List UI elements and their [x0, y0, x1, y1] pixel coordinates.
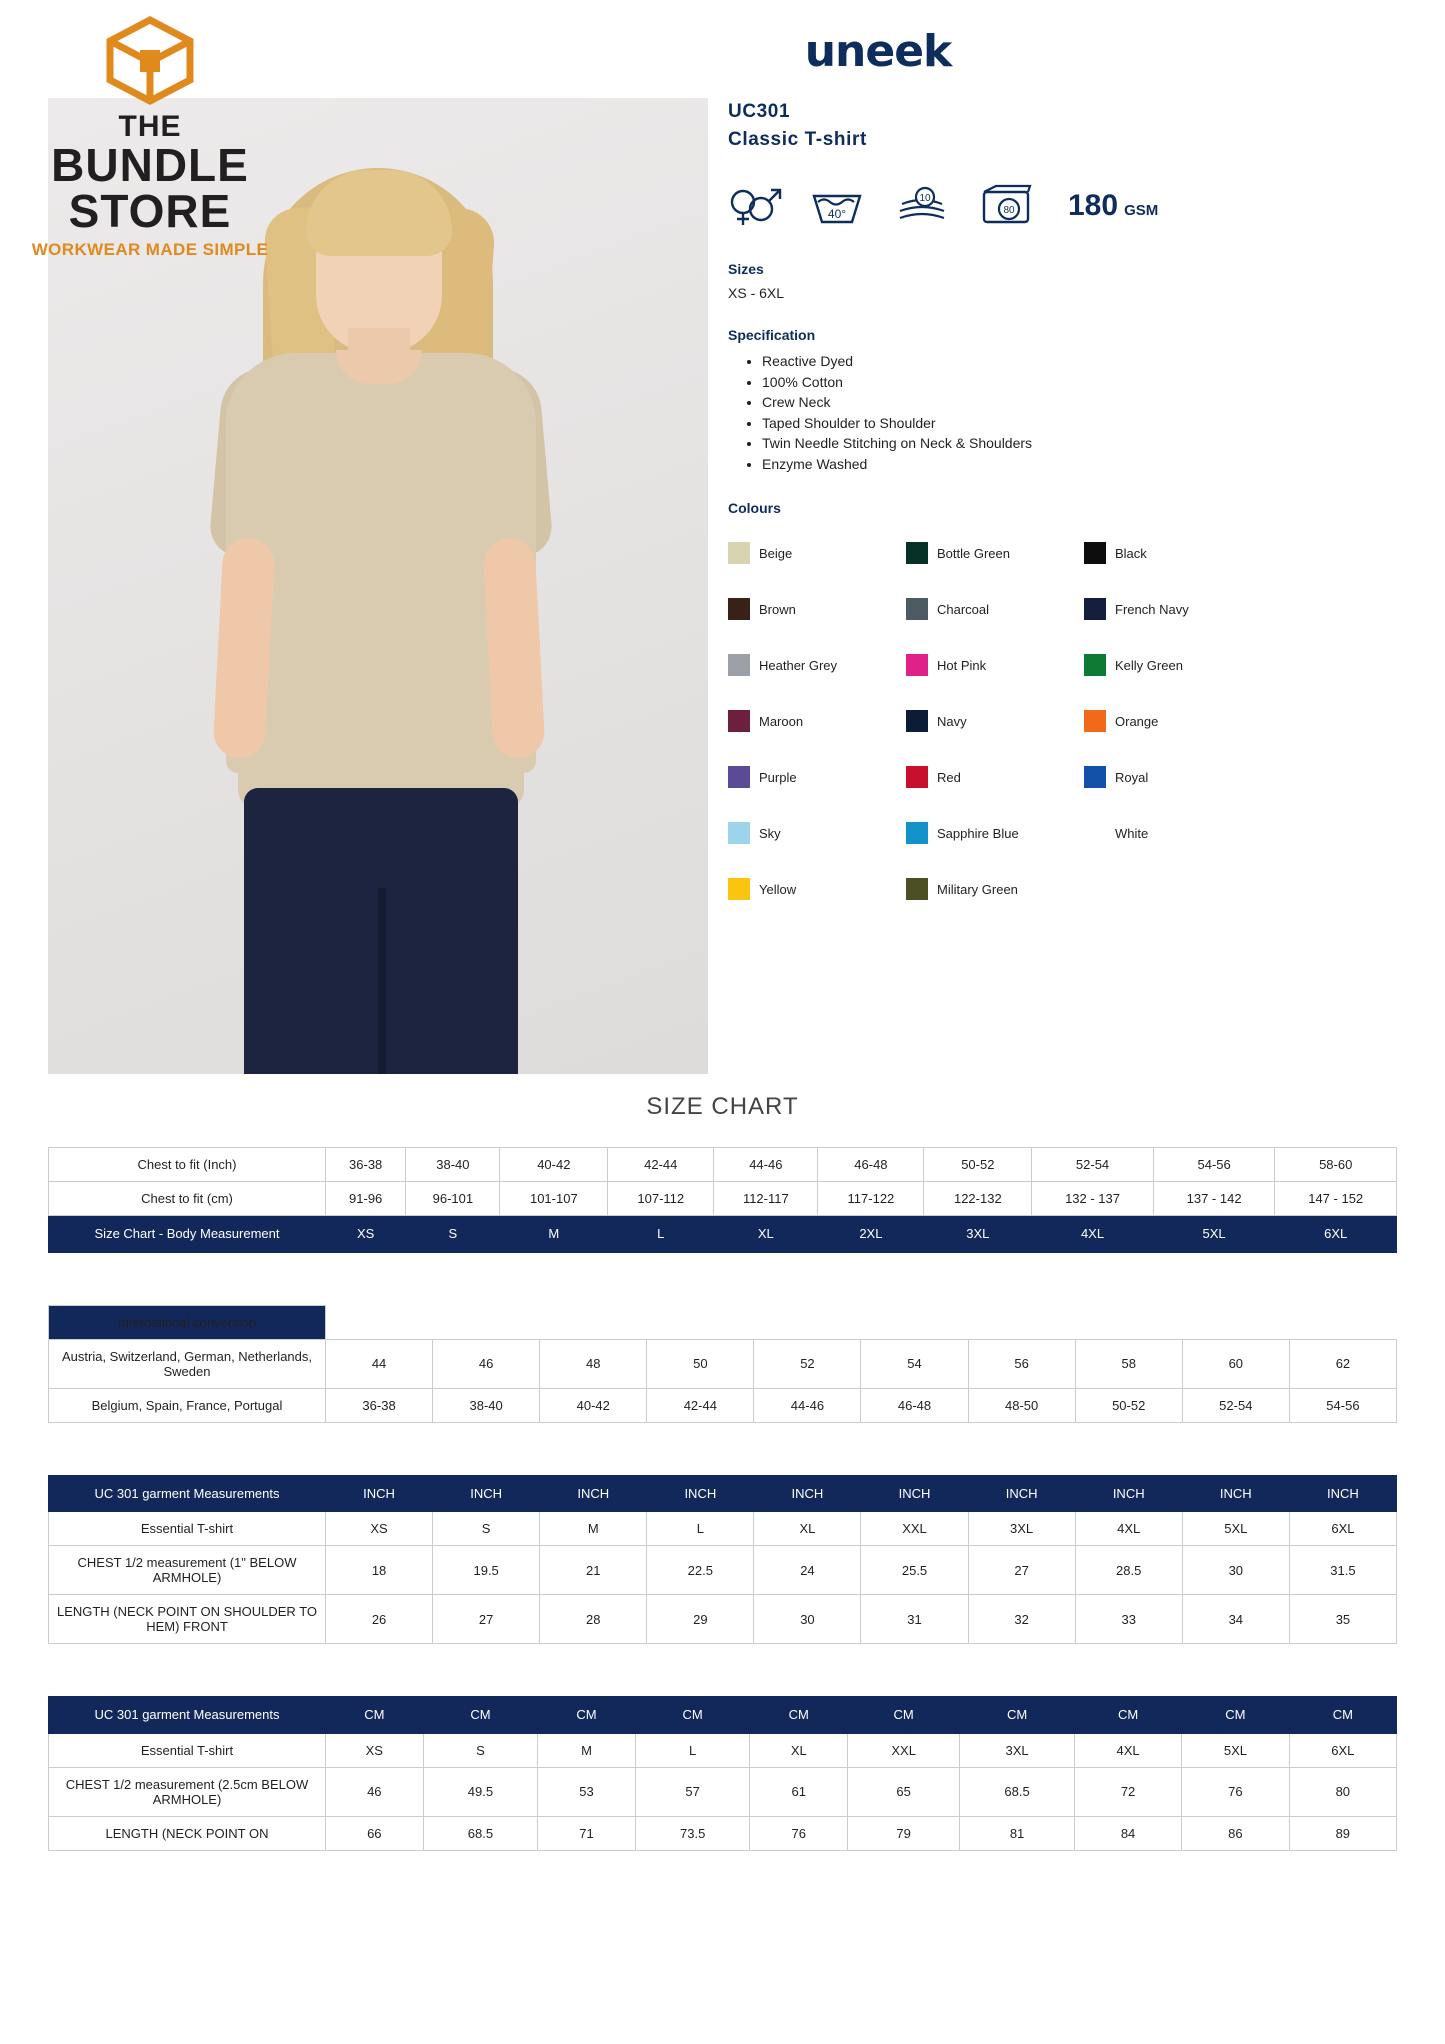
- colour-label: Sapphire Blue: [937, 825, 1019, 841]
- list-item: • Enzyme Washed: [762, 454, 1408, 475]
- colours-heading: Colours: [728, 500, 781, 517]
- row-label: Chest to fit (cm): [49, 1182, 326, 1216]
- cell: 137 - 142: [1153, 1182, 1275, 1216]
- cell: S: [433, 1512, 540, 1546]
- cell: 4XL: [1075, 1512, 1182, 1546]
- colour-label: Brown: [759, 601, 796, 617]
- care-icon-row: [728, 177, 1408, 235]
- cell: 62: [1289, 1339, 1396, 1388]
- cell: 19.5: [433, 1546, 540, 1595]
- cell: INCH: [1289, 1475, 1396, 1512]
- cell: CM: [538, 1697, 636, 1734]
- cell: XS: [326, 1216, 406, 1253]
- cell: 28: [540, 1595, 647, 1644]
- garment-cm-heading: UC 301 garment Measurements: [49, 1697, 326, 1734]
- colour-swatch-french-navy: [1084, 598, 1262, 620]
- cell: 56: [968, 1339, 1075, 1388]
- colour-swatch-navy: [906, 710, 1084, 732]
- swatch-icon: [728, 822, 750, 844]
- cell: 31: [861, 1595, 968, 1644]
- colour-swatch-sapphire-blue: [906, 822, 1084, 844]
- table-row: [49, 1595, 1397, 1644]
- cell: 5XL: [1182, 1733, 1289, 1767]
- cell: 3XL: [924, 1216, 1032, 1253]
- colour-swatch-black: [1084, 542, 1262, 564]
- cell: 101-107: [500, 1182, 608, 1216]
- cell: 46: [326, 1767, 424, 1816]
- cell: 58-60: [1275, 1148, 1397, 1182]
- colour-swatch-heather-grey: [728, 654, 906, 676]
- cell: 54-56: [1289, 1388, 1396, 1422]
- cell: M: [538, 1733, 636, 1767]
- swatch-icon: [1084, 710, 1106, 732]
- cell: 50-52: [1075, 1388, 1182, 1422]
- cell: 5XL: [1153, 1216, 1275, 1253]
- iron-10-icon: [892, 184, 952, 228]
- cell: INCH: [540, 1475, 647, 1512]
- cell: 107-112: [608, 1182, 714, 1216]
- cell: L: [635, 1733, 750, 1767]
- cell: 4XL: [1032, 1216, 1154, 1253]
- colour-label: Beige: [759, 545, 793, 561]
- spec-column: [728, 26, 1408, 900]
- colour-label: Maroon: [759, 713, 804, 729]
- colour-label: Military Green: [937, 881, 1018, 897]
- cell: 122-132: [924, 1182, 1032, 1216]
- cell: 76: [750, 1816, 848, 1850]
- colour-swatch-orange: [1084, 710, 1262, 732]
- garment-measurements-inch-table: [48, 1475, 1397, 1645]
- cell: 96-101: [406, 1182, 500, 1216]
- cell: 27: [968, 1546, 1075, 1595]
- cell: 91-96: [326, 1182, 406, 1216]
- cell: 6XL: [1289, 1733, 1396, 1767]
- cell: INCH: [968, 1475, 1075, 1512]
- cell: INCH: [1182, 1475, 1289, 1512]
- colour-swatch-grid: [728, 542, 1408, 900]
- colour-label: Yellow: [759, 881, 797, 897]
- cell: 4XL: [1074, 1733, 1181, 1767]
- table-row: [49, 1339, 1397, 1388]
- garment-measurements-cm-table: [48, 1696, 1397, 1851]
- cell: S: [406, 1216, 500, 1253]
- colour-label: Royal: [1115, 769, 1149, 785]
- table-row: [49, 1305, 1397, 1339]
- cell: CM: [960, 1697, 1075, 1734]
- colour-label: Red: [937, 769, 961, 785]
- cell: 38-40: [433, 1388, 540, 1422]
- cell: [861, 1305, 968, 1339]
- colour-label: Kelly Green: [1115, 657, 1183, 673]
- swatch-icon: [906, 878, 928, 900]
- size-chart-title: SIZE CHART: [646, 1093, 799, 1120]
- swatch-icon: [728, 766, 750, 788]
- size-chart-tables: [0, 1147, 1445, 1851]
- cell: 58: [1075, 1339, 1182, 1388]
- table-row: [49, 1388, 1397, 1422]
- cell: INCH: [433, 1475, 540, 1512]
- cell: [433, 1305, 540, 1339]
- cell: 2XL: [818, 1216, 924, 1253]
- cell: 40-42: [540, 1388, 647, 1422]
- cell: 3XL: [960, 1733, 1075, 1767]
- row-label: LENGTH (NECK POINT ON: [49, 1816, 326, 1850]
- colour-swatch-kelly-green: [1084, 654, 1262, 676]
- colour-swatch-yellow: [728, 878, 906, 900]
- cell: 53: [538, 1767, 636, 1816]
- colour-swatch-royal: [1084, 766, 1262, 788]
- cell: 84: [1074, 1816, 1181, 1850]
- colour-label: Black: [1115, 545, 1147, 561]
- cell: XL: [714, 1216, 818, 1253]
- body-measurement-table: [48, 1147, 1397, 1253]
- row-label: CHEST 1/2 measurement (2.5cm BELOW ARMHOLE): [49, 1767, 326, 1816]
- table-row: [49, 1216, 1397, 1253]
- cell: 112-117: [714, 1182, 818, 1216]
- cell: CM: [635, 1697, 750, 1734]
- cell: M: [540, 1512, 647, 1546]
- table-row: [49, 1697, 1397, 1734]
- colour-swatch-spacer: [1084, 878, 1262, 900]
- cell: XS: [326, 1512, 433, 1546]
- cell: CM: [423, 1697, 538, 1734]
- cell: L: [647, 1512, 754, 1546]
- cell: XXL: [861, 1512, 968, 1546]
- table-row: [49, 1733, 1397, 1767]
- cell: XL: [750, 1733, 848, 1767]
- colour-label: Hot Pink: [937, 657, 987, 673]
- list-item: • 100% Cotton: [762, 372, 1408, 393]
- cell: 38-40: [406, 1148, 500, 1182]
- cell: 54-56: [1153, 1148, 1275, 1182]
- swatch-icon: [906, 542, 928, 564]
- logo-tagline: WORKWEAR MADE SIMPLE: [31, 239, 269, 259]
- cell: 31.5: [1289, 1546, 1396, 1595]
- cell: 49.5: [423, 1767, 538, 1816]
- swatch-icon: [728, 542, 750, 564]
- cell: M: [500, 1216, 608, 1253]
- colour-label: Charcoal: [937, 601, 990, 617]
- cell: 60: [1182, 1339, 1289, 1388]
- cell: 50: [647, 1339, 754, 1388]
- cell: 28.5: [1075, 1546, 1182, 1595]
- cell: 40-42: [500, 1148, 608, 1182]
- cell: 57: [635, 1767, 750, 1816]
- colour-label: Sky: [759, 825, 781, 841]
- cell: 46-48: [861, 1388, 968, 1422]
- cell: 76: [1182, 1767, 1289, 1816]
- colour-label: Navy: [937, 713, 967, 729]
- cell: [540, 1305, 647, 1339]
- swatch-icon: [728, 598, 750, 620]
- product-code: UC301: [728, 101, 791, 122]
- row-label: Belgium, Spain, France, Portugal: [49, 1388, 326, 1422]
- cell: CM: [750, 1697, 848, 1734]
- row-label: Size Chart - Body Measurement: [49, 1216, 326, 1253]
- cell: CM: [848, 1697, 960, 1734]
- list-item: • Crew Neck: [762, 392, 1408, 413]
- cell: 44: [326, 1339, 433, 1388]
- cell: 117-122: [818, 1182, 924, 1216]
- swatch-icon: [1084, 766, 1106, 788]
- cell: 42-44: [608, 1148, 714, 1182]
- cell: 79: [848, 1816, 960, 1850]
- cell: 26: [326, 1595, 433, 1644]
- swatch-icon: [1084, 654, 1106, 676]
- cell: 132 - 137: [1032, 1182, 1154, 1216]
- cell: 35: [1289, 1595, 1396, 1644]
- cell: 3XL: [968, 1512, 1075, 1546]
- cell: 18: [326, 1546, 433, 1595]
- cell: 72: [1074, 1767, 1181, 1816]
- cell: 50-52: [924, 1148, 1032, 1182]
- swatch-icon: [728, 710, 750, 732]
- colour-swatch-red: [906, 766, 1084, 788]
- cell: 6XL: [1275, 1216, 1397, 1253]
- colour-label: Purple: [759, 769, 797, 785]
- cell: 22.5: [647, 1546, 754, 1595]
- table-row: [49, 1816, 1397, 1850]
- cell: 36-38: [326, 1388, 433, 1422]
- tumble-dry-80-icon: [978, 184, 1036, 228]
- cell: 46: [433, 1339, 540, 1388]
- cell: [1182, 1305, 1289, 1339]
- swatch-icon: [1084, 542, 1106, 564]
- cell: 36-38: [326, 1148, 406, 1182]
- wash-40-icon: [808, 184, 866, 228]
- specification-list: [728, 351, 1408, 474]
- cell: CM: [1182, 1697, 1289, 1734]
- row-label: Essential T-shirt: [49, 1733, 326, 1767]
- table-row: [49, 1475, 1397, 1512]
- table-row: [49, 1767, 1397, 1816]
- cell: [754, 1305, 861, 1339]
- cell: INCH: [326, 1475, 433, 1512]
- logo-the: THE: [118, 110, 182, 143]
- logo-bundle: BUNDLE: [51, 139, 249, 191]
- cell: [326, 1305, 433, 1339]
- list-item: • Twin Needle Stitching on Neck & Shoulders: [762, 433, 1408, 454]
- table-row: [49, 1182, 1397, 1216]
- cell: CM: [326, 1697, 424, 1734]
- cell: 80: [1289, 1767, 1396, 1816]
- cell: 66: [326, 1816, 424, 1850]
- table-row: [49, 1546, 1397, 1595]
- cell: 32: [968, 1595, 1075, 1644]
- cell: 81: [960, 1816, 1075, 1850]
- colour-label: Heather Grey: [759, 657, 838, 673]
- row-label: Chest to fit (Inch): [49, 1148, 326, 1182]
- cell: 44-46: [714, 1148, 818, 1182]
- box-icon: [102, 14, 198, 106]
- gsm-number: 180: [1068, 189, 1119, 222]
- svg-text:10: 10: [919, 193, 931, 204]
- swatch-icon: [906, 710, 928, 732]
- colour-swatch-military-green: [906, 878, 1084, 900]
- colour-swatch-bottle-green: [906, 542, 1084, 564]
- cell: 73.5: [635, 1816, 750, 1850]
- cell: [968, 1305, 1075, 1339]
- cell: 52-54: [1032, 1148, 1154, 1182]
- gsm-unit: GSM: [1124, 202, 1159, 219]
- table-row: [49, 1512, 1397, 1546]
- cell: CM: [1289, 1697, 1396, 1734]
- svg-text:80: 80: [1003, 205, 1015, 216]
- cell: 30: [754, 1595, 861, 1644]
- cell: S: [423, 1733, 538, 1767]
- cell: INCH: [861, 1475, 968, 1512]
- colour-label: Bottle Green: [937, 545, 1010, 561]
- cell: XXL: [848, 1733, 960, 1767]
- colour-swatch-beige: [728, 542, 906, 564]
- cell: 27: [433, 1595, 540, 1644]
- cell: 46-48: [818, 1148, 924, 1182]
- supplier-logo: uneek: [804, 26, 952, 77]
- cell: CM: [1074, 1697, 1181, 1734]
- colour-swatch-white: [1084, 822, 1262, 844]
- colour-swatch-brown: [728, 598, 906, 620]
- cell: 89: [1289, 1816, 1396, 1850]
- colour-label: French Navy: [1115, 601, 1189, 617]
- cell: INCH: [754, 1475, 861, 1512]
- cell: 48-50: [968, 1388, 1075, 1422]
- colour-swatch-hot-pink: [906, 654, 1084, 676]
- cell: 44-46: [754, 1388, 861, 1422]
- cell: [1075, 1305, 1182, 1339]
- cell: 61: [750, 1767, 848, 1816]
- cell: 21: [540, 1546, 647, 1595]
- colour-swatch-charcoal: [906, 598, 1084, 620]
- colour-label: White: [1115, 825, 1149, 841]
- cell: 42-44: [647, 1388, 754, 1422]
- gsm-value: [1068, 191, 1158, 221]
- colour-label: Orange: [1115, 713, 1159, 729]
- cell: L: [608, 1216, 714, 1253]
- colour-swatch-sky: [728, 822, 906, 844]
- cell: 54: [861, 1339, 968, 1388]
- specification-heading: Specification: [728, 327, 816, 343]
- cell: 52-54: [1182, 1388, 1289, 1422]
- swatch-icon: [1084, 598, 1106, 620]
- table-row: [49, 1148, 1397, 1182]
- brand-logo: [10, 14, 290, 260]
- cell: XL: [754, 1512, 861, 1546]
- swatch-icon: [906, 766, 928, 788]
- cell: [1289, 1305, 1396, 1339]
- list-item: • Reactive Dyed: [762, 351, 1408, 372]
- cell: 6XL: [1289, 1512, 1396, 1546]
- svg-text:40°: 40°: [827, 207, 847, 221]
- cell: 68.5: [960, 1767, 1075, 1816]
- row-label: LENGTH (NECK POINT ON SHOULDER TO HEM) FRONT: [49, 1595, 326, 1644]
- cell: 65: [848, 1767, 960, 1816]
- cell: 68.5: [423, 1816, 538, 1850]
- swatch-icon: [906, 598, 928, 620]
- swatch-icon: [906, 822, 928, 844]
- swatch-icon: [1084, 822, 1106, 844]
- colour-swatch-purple: [728, 766, 906, 788]
- cell: 86: [1182, 1816, 1289, 1850]
- international-heading: International conversion: [49, 1305, 326, 1339]
- list-item: • Taped Shoulder to Shoulder: [762, 413, 1408, 434]
- cell: 29: [647, 1595, 754, 1644]
- cell: 24: [754, 1546, 861, 1595]
- swatch-icon: [906, 654, 928, 676]
- sizes-value: XS - 6XL: [728, 285, 785, 301]
- cell: 25.5: [861, 1546, 968, 1595]
- product-name: Classic T-shirt: [728, 129, 867, 150]
- garment-inch-heading: UC 301 garment Measurements: [49, 1475, 326, 1512]
- cell: 5XL: [1182, 1512, 1289, 1546]
- cell: 71: [538, 1816, 636, 1850]
- cell: 34: [1182, 1595, 1289, 1644]
- colour-swatch-maroon: [728, 710, 906, 732]
- row-label: CHEST 1/2 measurement (1" BELOW ARMHOLE): [49, 1546, 326, 1595]
- swatch-icon: [728, 654, 750, 676]
- swatch-icon: [728, 878, 750, 900]
- international-conversion-table: [48, 1305, 1397, 1423]
- cell: 52: [754, 1339, 861, 1388]
- cell: 147 - 152: [1275, 1182, 1397, 1216]
- unisex-icon: [728, 185, 782, 227]
- cell: 30: [1182, 1546, 1289, 1595]
- cell: INCH: [1075, 1475, 1182, 1512]
- cell: XS: [326, 1733, 424, 1767]
- cell: [647, 1305, 754, 1339]
- sizes-heading: Sizes: [728, 261, 764, 277]
- row-label: Austria, Switzerland, German, Netherlands, Sweden: [49, 1339, 326, 1388]
- cell: 33: [1075, 1595, 1182, 1644]
- row-label: Essential T-shirt: [49, 1512, 326, 1546]
- cell: INCH: [647, 1475, 754, 1512]
- logo-store: STORE: [68, 184, 232, 237]
- cell: 48: [540, 1339, 647, 1388]
